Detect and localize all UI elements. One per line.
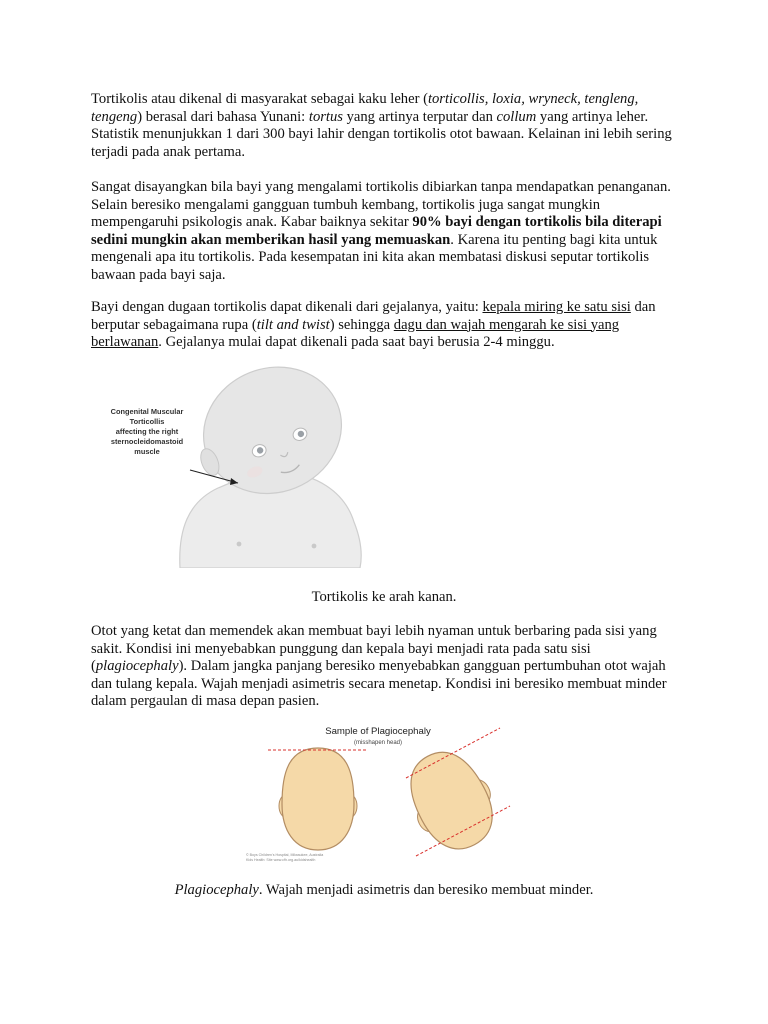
plagiocephaly-illustration <box>238 718 528 866</box>
plagiocephaly-subtitle: (misshapen head) <box>353 740 403 746</box>
head-symmetric <box>268 748 368 850</box>
image-credit <box>246 853 323 862</box>
figure1-caption: Tortikolis ke arah kanan. <box>311 589 457 605</box>
head-asymmetric <box>393 738 509 863</box>
svg-text:Kids Health: Site www.cfh.org.: Kids Health: Site www.cfh.org.au/kidshealth <box>246 858 316 862</box>
paragraph-symptoms: Bayi dengan dugaan tortikolis dapat dikenali dari gejalanya, yaitu: kepala miring ke satu sisi dan berputar sebagaimana rupa (tilt and twist) sehingga dagu dan wajah mengarah ke sisi yang berlawanan. Gejalanya mulai dapat dikenali pada saat bayi berusia 2-4 minggu. <box>91 299 656 351</box>
plagiocephaly-title: Sample of Plagiocephaly <box>325 726 431 737</box>
paragraph-intro: Tortikolis atau dikenal di masyarakat sebagai kaku leher (torticollis, loxia, wryneck, tengleng, tengeng) berasal dari bahasa Yunani: tortus yang artinya terputar dan collum yang artinya leher. Statistik menunjukkan 1 dari 300 bayi lahir dengan tortikolis otot bawaan. Kelainan ini lebih sering terjadi pada anak pertama. <box>91 91 672 160</box>
figure2-caption: Plagiocephaly. Wajah menjadi asimetris dan beresiko membuat minder. <box>174 882 594 898</box>
svg-text:Congenital Muscular: Congenital Muscular <box>110 407 184 416</box>
torticollis-label <box>111 407 184 456</box>
torticollis-illustration <box>92 362 382 568</box>
paragraph-treatment: Sangat disayangkan bila bayi yang mengalami tortikolis dibiarkan tanpa mendapatkan penanganan. Selain beresiko mengalami gangguan tumbuh kembang, tortikolis juga sangat mungkin mempengaruhi psikologis anak. Kabar baiknya sekitar 90% bayi dengan tortikolis bila diterapi sedini mungkin akan memberikan hasil yang memuaskan. Karena itu penting bagi kita untuk mengenali apa itu tortikolis. Pada kesempatan ini kita akan membatasi diskusi seputar tortikolis bawaan pada bayi saja. <box>91 179 671 283</box>
svg-text:affecting the right: affecting the right <box>115 427 179 436</box>
svg-text:© Boys Children's Hospital, Mi: © Boys Children's Hospital, Milwaukee, Australia <box>246 853 324 857</box>
paragraph-plagiocephaly: Otot yang ketat dan memendek akan membuat bayi lebih nyaman untuk berbaring pada sisi yang sakit. Kondisi ini menyebabkan punggung dan kepala bayi menjadi rata pada satu sisi (plagiocephaly). Dalam jangka panjang beresiko menyebabkan gangguan pertumbuhan otot wajah dan tulang kepala. Wajah menjadi asimetris secara menetap. Kondisi ini beresiko membuat minder dalam pergaulan di masa depan pasien. <box>91 623 667 710</box>
svg-text:sternocleidomastoid: sternocleidomastoid <box>110 437 184 446</box>
svg-text:Torticollis: Torticollis <box>129 417 165 426</box>
svg-text:muscle: muscle <box>134 447 160 456</box>
